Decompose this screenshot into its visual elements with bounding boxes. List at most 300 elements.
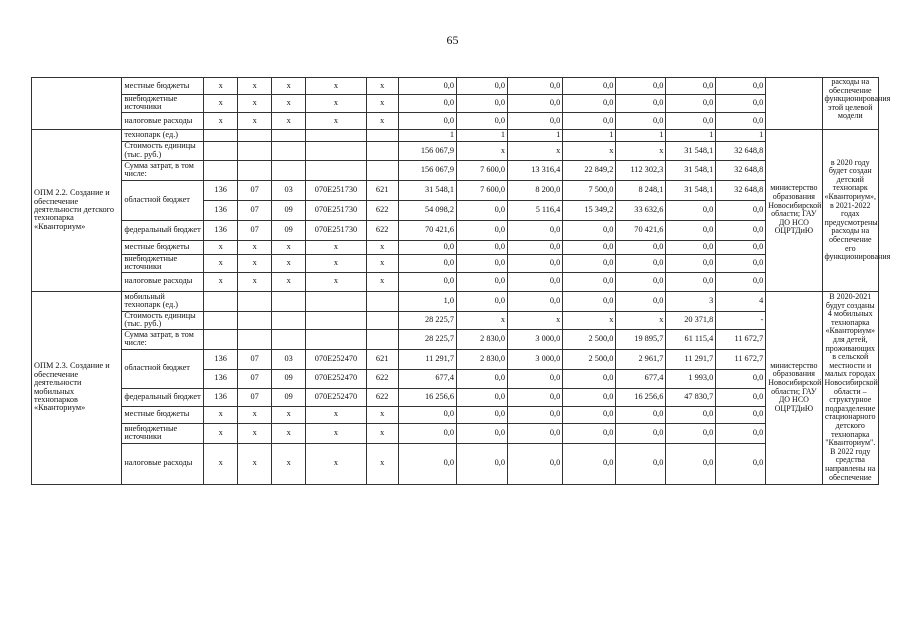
table-cell: х (272, 240, 306, 254)
table-cell: х (508, 141, 563, 160)
table-cell (366, 291, 398, 311)
table-cell: х (563, 141, 616, 160)
table-cell: 2 830,0 (457, 329, 508, 349)
table-cell: 0,0 (666, 112, 716, 129)
table-cell: 070E251730 (306, 220, 367, 240)
table-cell: 7 600,0 (457, 160, 508, 180)
table-cell: 28 225,7 (398, 311, 456, 329)
table-cell (238, 311, 272, 329)
table-row (32, 443, 879, 484)
table-row (32, 95, 879, 113)
table-cell: 31 548,1 (666, 141, 716, 160)
table-cell (306, 311, 367, 329)
table-cell: х (366, 112, 398, 129)
table-cell: х (457, 141, 508, 160)
table-cell: 3 000,0 (508, 329, 563, 349)
table-cell: 2 961,7 (616, 349, 666, 369)
table-cell (306, 160, 367, 180)
row-label: внебюджетные источники (122, 254, 204, 272)
table-cell: х (306, 254, 367, 272)
table-cell: 09 (272, 220, 306, 240)
table-cell: х (616, 141, 666, 160)
table-cell: 136 (204, 388, 238, 406)
table-cell: х (272, 423, 306, 443)
table-cell: 31 548,1 (666, 180, 716, 200)
table-cell: х (204, 78, 238, 95)
table-cell: 07 (238, 220, 272, 240)
table-cell: 0,0 (457, 95, 508, 113)
table-cell (272, 160, 306, 180)
table-cell: 0,0 (616, 291, 666, 311)
table-cell: 2 830,0 (457, 349, 508, 369)
table-cell: 156 067,9 (398, 160, 456, 180)
table-cell: 0,0 (563, 112, 616, 129)
table-cell: х (204, 443, 238, 484)
row-label: внебюджетные источники (122, 423, 204, 443)
table-cell: 1 (563, 129, 616, 141)
table-cell: х (272, 406, 306, 423)
table-cell: 07 (238, 200, 272, 220)
table-cell: 32 648,8 (716, 180, 766, 200)
result-cell: В 2020-2021 будут созданы 4 мобильных технопарка «Кванториум» для детей, проживающих в сельской местности и малых городах Новосибирской области – структурное подразделение стационарного детского технопарка "Кванториум". В 2022 году средства направлены на обеспечение (822, 291, 878, 484)
table-cell (238, 291, 272, 311)
table-cell: 0,0 (616, 95, 666, 113)
table-cell: 0,0 (563, 220, 616, 240)
table-cell: х (508, 311, 563, 329)
table-row (32, 112, 879, 129)
table-cell: 0,0 (666, 78, 716, 95)
page-number: 65 (446, 33, 459, 47)
table-cell: 0,0 (716, 78, 766, 95)
table-cell: 112 302,3 (616, 160, 666, 180)
table-cell: 0,0 (508, 291, 563, 311)
table-cell: 1 (457, 129, 508, 141)
table-cell (306, 129, 367, 141)
table-row (32, 272, 879, 291)
table-row (32, 406, 879, 423)
table-cell: 070E251730 (306, 180, 367, 200)
table-cell: 0,0 (616, 423, 666, 443)
table-row (32, 329, 879, 349)
table-cell: 0,0 (716, 272, 766, 291)
table-cell: 622 (366, 200, 398, 220)
row-label: налоговые расходы (122, 112, 204, 129)
table-cell: 1,0 (398, 291, 456, 311)
table-cell: 7 500,0 (563, 180, 616, 200)
table-cell: 0,0 (508, 272, 563, 291)
table-cell: 07 (238, 369, 272, 388)
result-cell: расходы на обеспечение функционирования этой целевой модели (822, 78, 878, 130)
table-cell: 0,0 (457, 254, 508, 272)
table-cell: 0,0 (616, 272, 666, 291)
table-cell: 0,0 (508, 240, 563, 254)
table-cell: 1 (398, 129, 456, 141)
table-cell: 070E251730 (306, 200, 367, 220)
table-cell: 0,0 (666, 254, 716, 272)
table-cell: 0,0 (563, 254, 616, 272)
table-cell: х (366, 254, 398, 272)
table-cell: 11 672,7 (716, 349, 766, 369)
table-cell: х (366, 78, 398, 95)
table-cell: 0,0 (508, 423, 563, 443)
table-cell: 0,0 (716, 443, 766, 484)
table-cell: 0,0 (666, 220, 716, 240)
table-cell: 622 (366, 369, 398, 388)
table-cell: 0,0 (666, 200, 716, 220)
table-cell: 47 830,7 (666, 388, 716, 406)
table-cell: х (204, 423, 238, 443)
row-label: Стоимость единицы (тыс. руб.) (122, 141, 204, 160)
table-cell: 31 548,1 (398, 180, 456, 200)
table-cell: 0,0 (563, 388, 616, 406)
table-cell: х (204, 95, 238, 113)
table-cell: 1 (508, 129, 563, 141)
table-cell: 621 (366, 180, 398, 200)
table-cell (366, 329, 398, 349)
table-cell: 0,0 (666, 423, 716, 443)
table-cell: 0,0 (616, 443, 666, 484)
table-cell: 09 (272, 388, 306, 406)
table-cell: х (306, 443, 367, 484)
table-cell: 0,0 (457, 220, 508, 240)
table-cell: 70 421,6 (616, 220, 666, 240)
table-cell: 0,0 (716, 423, 766, 443)
table-cell: х (204, 254, 238, 272)
table-cell: 0,0 (616, 78, 666, 95)
row-label: федеральный бюджет (122, 220, 204, 240)
table-row (32, 388, 879, 406)
table-cell: 136 (204, 200, 238, 220)
table-row (32, 129, 879, 141)
table-cell: 0,0 (398, 254, 456, 272)
table-cell: 0,0 (457, 291, 508, 311)
table-cell: 0,0 (616, 112, 666, 129)
table-cell: 622 (366, 220, 398, 240)
table-cell (306, 291, 367, 311)
table-cell (306, 329, 367, 349)
table-cell: х (366, 423, 398, 443)
executor-cell: министерство образования Новосибирской области; ГАУ ДО НСО ОЦРТДиЮ (766, 291, 822, 484)
table-cell: 0,0 (457, 423, 508, 443)
table-cell: 0,0 (508, 78, 563, 95)
table-cell: 22 849,2 (563, 160, 616, 180)
table-cell: 33 632,6 (616, 200, 666, 220)
row-label: Сумма затрат, в том числе: (122, 160, 204, 180)
table-cell: х (306, 406, 367, 423)
row-label: Сумма затрат, в том числе: (122, 329, 204, 349)
table-cell: х (272, 272, 306, 291)
row-label: местные бюджеты (122, 240, 204, 254)
table-row (32, 141, 879, 160)
table-cell: 0,0 (716, 388, 766, 406)
row-label: областной бюджет (122, 349, 204, 388)
row-label: мобильный технопарк (ед.) (122, 291, 204, 311)
table-cell: 1 993,0 (666, 369, 716, 388)
table-cell: 2 500,0 (563, 329, 616, 349)
table-cell: 0,0 (563, 406, 616, 423)
table-cell: 0,0 (457, 443, 508, 484)
table-cell: 0,0 (563, 272, 616, 291)
table-cell: х (366, 406, 398, 423)
table-cell: 0,0 (666, 95, 716, 113)
table-cell: х (238, 443, 272, 484)
table-cell: 0,0 (457, 369, 508, 388)
table-cell (204, 129, 238, 141)
table-cell: 07 (238, 180, 272, 200)
table-cell: 11 672,7 (716, 329, 766, 349)
table-cell: х (306, 423, 367, 443)
table-cell (204, 291, 238, 311)
table-cell: 0,0 (716, 369, 766, 388)
program-cell-empty (32, 78, 122, 130)
table-cell: 0,0 (398, 78, 456, 95)
table-cell: 0,0 (616, 406, 666, 423)
table-cell: 3 000,0 (508, 349, 563, 369)
table-cell: 1 (716, 129, 766, 141)
row-label: технопарк (ед.) (122, 129, 204, 141)
table-cell: 0,0 (398, 95, 456, 113)
table-row (32, 160, 879, 180)
table-cell: 2 500,0 (563, 349, 616, 369)
table-row (32, 291, 879, 311)
table-cell: х (204, 240, 238, 254)
table-cell: 0,0 (457, 240, 508, 254)
table-cell: 32 648,8 (716, 160, 766, 180)
table-cell: х (204, 272, 238, 291)
table-cell: х (238, 254, 272, 272)
table-cell: 0,0 (508, 112, 563, 129)
table-cell: 11 291,7 (398, 349, 456, 369)
table-cell: 54 098,2 (398, 200, 456, 220)
table-cell (366, 129, 398, 141)
table-cell: 0,0 (508, 406, 563, 423)
table-cell: 0,0 (563, 369, 616, 388)
table-cell: 0,0 (457, 112, 508, 129)
table-cell: 0,0 (563, 291, 616, 311)
table-cell: - (716, 311, 766, 329)
table-cell: 0,0 (716, 112, 766, 129)
table-cell: х (238, 240, 272, 254)
table-cell: х (306, 240, 367, 254)
table-cell (272, 329, 306, 349)
table-cell: 0,0 (563, 95, 616, 113)
table-cell: 0,0 (398, 423, 456, 443)
table-cell: 1 (616, 129, 666, 141)
table-cell: 070E252470 (306, 369, 367, 388)
table-cell: 070E252470 (306, 388, 367, 406)
table-cell: 136 (204, 369, 238, 388)
table-cell: х (272, 78, 306, 95)
table-cell: 0,0 (457, 78, 508, 95)
table-cell: х (272, 443, 306, 484)
table-cell: 0,0 (716, 220, 766, 240)
table-cell: х (366, 240, 398, 254)
executor-cell: министерство образования Новосибирской области; ГАУ ДО НСО ОЦРТДиЮ (766, 129, 822, 291)
table-cell: х (306, 112, 367, 129)
row-label: налоговые расходы (122, 443, 204, 484)
table-cell (238, 160, 272, 180)
table-cell (204, 160, 238, 180)
executor-cell (766, 78, 822, 130)
table-cell: 070E252470 (306, 349, 367, 369)
table-cell: х (238, 112, 272, 129)
table-cell: 09 (272, 200, 306, 220)
table-cell: х (272, 112, 306, 129)
table-cell: х (306, 78, 367, 95)
table-cell (272, 291, 306, 311)
table-cell: 0,0 (616, 254, 666, 272)
table-cell: 0,0 (508, 95, 563, 113)
table-cell: 61 115,4 (666, 329, 716, 349)
table-cell: х (204, 406, 238, 423)
table-cell: х (204, 112, 238, 129)
table-cell: 13 316,4 (508, 160, 563, 180)
table-cell: 677,4 (398, 369, 456, 388)
table-cell: 156 067,9 (398, 141, 456, 160)
row-label: Стоимость единицы (тыс. руб.) (122, 311, 204, 329)
table-cell: 136 (204, 220, 238, 240)
table-cell: х (238, 406, 272, 423)
table-cell: 0,0 (563, 443, 616, 484)
table-cell: 20 371,8 (666, 311, 716, 329)
table-cell (204, 329, 238, 349)
table-cell: 28 225,7 (398, 329, 456, 349)
table-cell: 136 (204, 180, 238, 200)
table-cell: 16 256,6 (398, 388, 456, 406)
table-cell: 03 (272, 180, 306, 200)
row-label: местные бюджеты (122, 406, 204, 423)
row-label: федеральный бюджет (122, 388, 204, 406)
table-cell: х (238, 272, 272, 291)
table-cell (366, 141, 398, 160)
table-cell: 0,0 (666, 406, 716, 423)
table-cell: 0,0 (616, 240, 666, 254)
row-label: областной бюджет (122, 180, 204, 220)
table-cell: х (563, 311, 616, 329)
table-cell (306, 141, 367, 160)
table-cell (366, 160, 398, 180)
table-cell: 31 548,1 (666, 160, 716, 180)
result-cell: в 2020 году будет создан детский технопарк «Кванториум», в 2021-2022 годах предусмотрены расходы на обеспечение его функционирования (822, 129, 878, 291)
table-cell: х (366, 95, 398, 113)
table-cell: 0,0 (666, 443, 716, 484)
table-cell: 0,0 (716, 95, 766, 113)
table-cell: 5 116,4 (508, 200, 563, 220)
table-cell (204, 141, 238, 160)
table-cell: 32 648,8 (716, 141, 766, 160)
table-row (32, 349, 879, 369)
table-row (32, 423, 879, 443)
table-cell: х (238, 423, 272, 443)
table-row (32, 220, 879, 240)
table-cell: х (272, 95, 306, 113)
table-cell: 03 (272, 349, 306, 369)
table-cell: 0,0 (457, 406, 508, 423)
table-cell: 0,0 (563, 78, 616, 95)
table-cell: х (366, 443, 398, 484)
table-cell: х (366, 272, 398, 291)
program-name: ОПМ 2.2. Создание и обеспечение деятельности детского технопарка «Кванториум» (32, 129, 122, 291)
table-cell: 677,4 (616, 369, 666, 388)
table-cell: х (306, 95, 367, 113)
table-cell: 0,0 (398, 443, 456, 484)
table-cell: х (306, 272, 367, 291)
table-cell: 19 895,7 (616, 329, 666, 349)
table-cell: 11 291,7 (666, 349, 716, 369)
table-cell: 07 (238, 349, 272, 369)
row-label: налоговые расходы (122, 272, 204, 291)
table-cell: 0,0 (716, 240, 766, 254)
table-row (32, 180, 879, 200)
table-cell: 0,0 (508, 443, 563, 484)
program-name: ОПМ 2.3. Создание и обеспечение деятельности мобильных технопарков «Кванториум» (32, 291, 122, 484)
table-cell: 0,0 (508, 388, 563, 406)
table-cell: 0,0 (508, 254, 563, 272)
table-cell: 136 (204, 349, 238, 369)
table-cell: 0,0 (457, 272, 508, 291)
table-cell: 0,0 (398, 112, 456, 129)
table-cell: 0,0 (398, 406, 456, 423)
table-cell: 8 200,0 (508, 180, 563, 200)
budget-table (31, 77, 891, 485)
table-cell: х (272, 254, 306, 272)
table-cell: 15 349,2 (563, 200, 616, 220)
table-cell (238, 129, 272, 141)
table-cell: 621 (366, 349, 398, 369)
table-cell: 8 248,1 (616, 180, 666, 200)
table-row (32, 78, 879, 95)
table-cell: 0,0 (398, 272, 456, 291)
table-cell: 0,0 (457, 200, 508, 220)
table-cell (204, 311, 238, 329)
table-cell: х (457, 311, 508, 329)
table-cell: 09 (272, 369, 306, 388)
table-row (32, 311, 879, 329)
row-label: местные бюджеты (122, 78, 204, 95)
table-cell: 7 600,0 (457, 180, 508, 200)
table-cell (272, 311, 306, 329)
table-cell: 622 (366, 388, 398, 406)
table-cell: 1 (666, 129, 716, 141)
table-cell: 0,0 (508, 369, 563, 388)
table-cell: 16 256,6 (616, 388, 666, 406)
table-cell: 07 (238, 388, 272, 406)
table-cell: 0,0 (508, 220, 563, 240)
table-cell: 3 (666, 291, 716, 311)
table-cell (272, 141, 306, 160)
table-cell: 0,0 (716, 254, 766, 272)
table-cell: 0,0 (398, 240, 456, 254)
table-cell: х (238, 95, 272, 113)
table-cell: 0,0 (457, 388, 508, 406)
table-cell (238, 141, 272, 160)
table-cell: 0,0 (563, 240, 616, 254)
table-cell: 0,0 (563, 423, 616, 443)
table-cell (366, 311, 398, 329)
table-cell (238, 329, 272, 349)
table-cell: х (238, 78, 272, 95)
table-cell: 70 421,6 (398, 220, 456, 240)
table-cell: 0,0 (666, 240, 716, 254)
table-cell: х (616, 311, 666, 329)
table-cell: 0,0 (666, 272, 716, 291)
table-cell: 0,0 (716, 200, 766, 220)
table-cell: 4 (716, 291, 766, 311)
table-cell (272, 129, 306, 141)
table-row (32, 240, 879, 254)
row-label: внебюджетные источники (122, 95, 204, 113)
table-cell: 0,0 (716, 406, 766, 423)
